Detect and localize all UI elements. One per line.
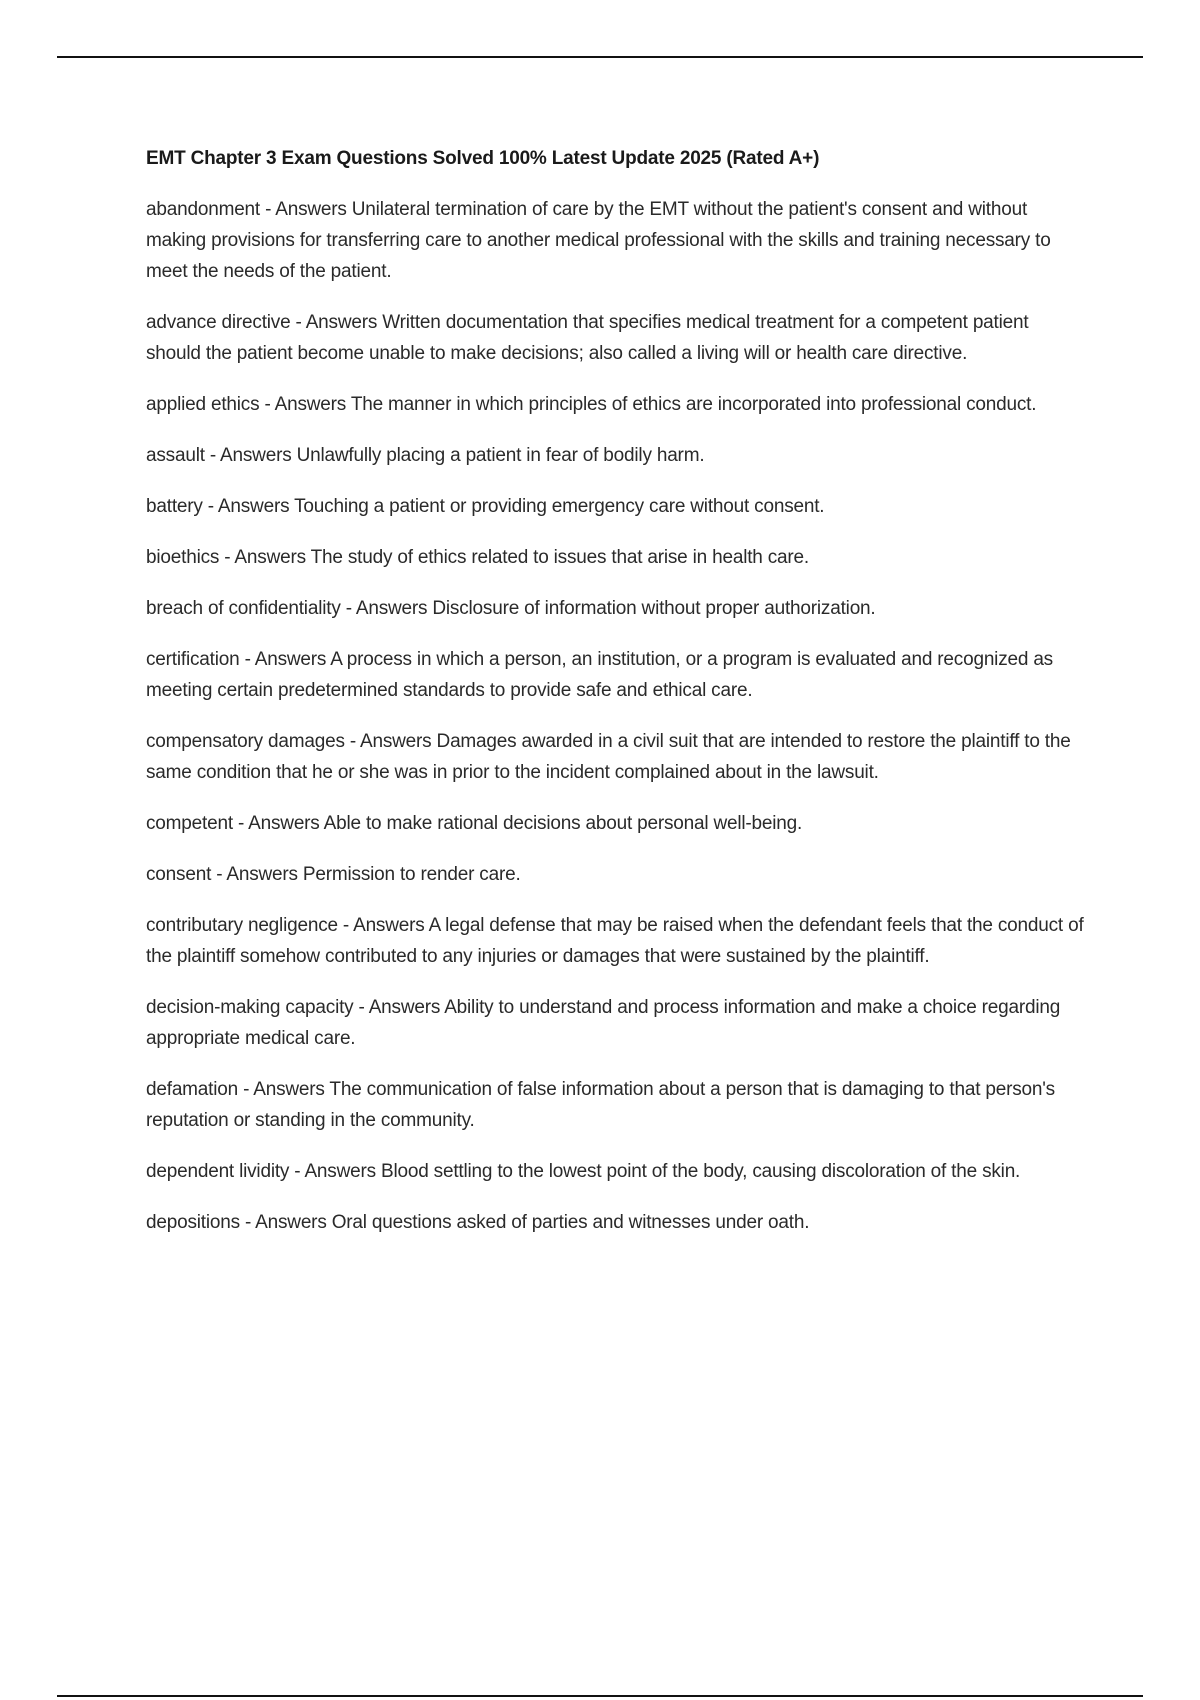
entry-depositions: depositions - Answers Oral questions asked of parties and witnesses under oath. <box>146 1212 810 1233</box>
entry-bioethics: bioethics - Answers The study of ethics related to issues that arise in health care. <box>146 547 809 568</box>
entry-advance-directive: advance directive - Answers Written documentation that specifies medical treatment for a competent patient should the patient become unable to make decisions; also called a living will or health care directive. <box>146 312 1029 364</box>
entry-compensatory-damages: compensatory damages - Answers Damages awarded in a civil suit that are intended to restore the plaintiff to the same condition that he or she was in prior to the incident complained about in the lawsuit. <box>146 731 1071 783</box>
entry-applied-ethics: applied ethics - Answers The manner in which principles of ethics are incorporated into professional conduct. <box>146 394 1037 415</box>
entry-breach-of-confidentiality: breach of confidentiality - Answers Disclosure of information without proper authorization. <box>146 598 876 619</box>
header-rule <box>57 56 1143 58</box>
entry-battery: battery - Answers Touching a patient or providing emergency care without consent. <box>146 496 825 517</box>
entry-certification: certification - Answers A process in which a person, an institution, or a program is evaluated and recognized as meeting certain predetermined standards to provide safe and ethical care. <box>146 649 1053 701</box>
entry-decision-making-capacity: decision-making capacity - Answers Ability to understand and process information and make a choice regarding appropriate medical care. <box>146 997 1061 1049</box>
document-body <box>146 144 1086 1258</box>
entry-dependent-lividity: dependent lividity - Answers Blood settling to the lowest point of the body, causing discoloration of the skin. <box>146 1161 1021 1182</box>
entry-competent: competent - Answers Able to make rational decisions about personal well-being. <box>146 813 803 834</box>
entry-consent: consent - Answers Permission to render care. <box>146 864 521 885</box>
entry-defamation: defamation - Answers The communication of false information about a person that is damaging to that person's reputation or standing in the community. <box>146 1079 1055 1131</box>
entry-assault: assault - Answers Unlawfully placing a patient in fear of bodily harm. <box>146 445 705 466</box>
entry-abandonment: abandonment - Answers Unilateral termination of care by the EMT without the patient's consent and without making provisions for transferring care to another medical professional with the skills and training necessary to meet the needs of the patient. <box>146 199 1051 282</box>
entry-contributary-negligence: contributary negligence - Answers A legal defense that may be raised when the defendant feels that the conduct of the plaintiff somehow contributed to any injuries or damages that were sustained by the plaintiff. <box>146 915 1084 967</box>
footer-rule <box>57 1695 1143 1697</box>
document-title: EMT Chapter 3 Exam Questions Solved 100% Latest Update 2025 (Rated A+) <box>146 148 820 169</box>
